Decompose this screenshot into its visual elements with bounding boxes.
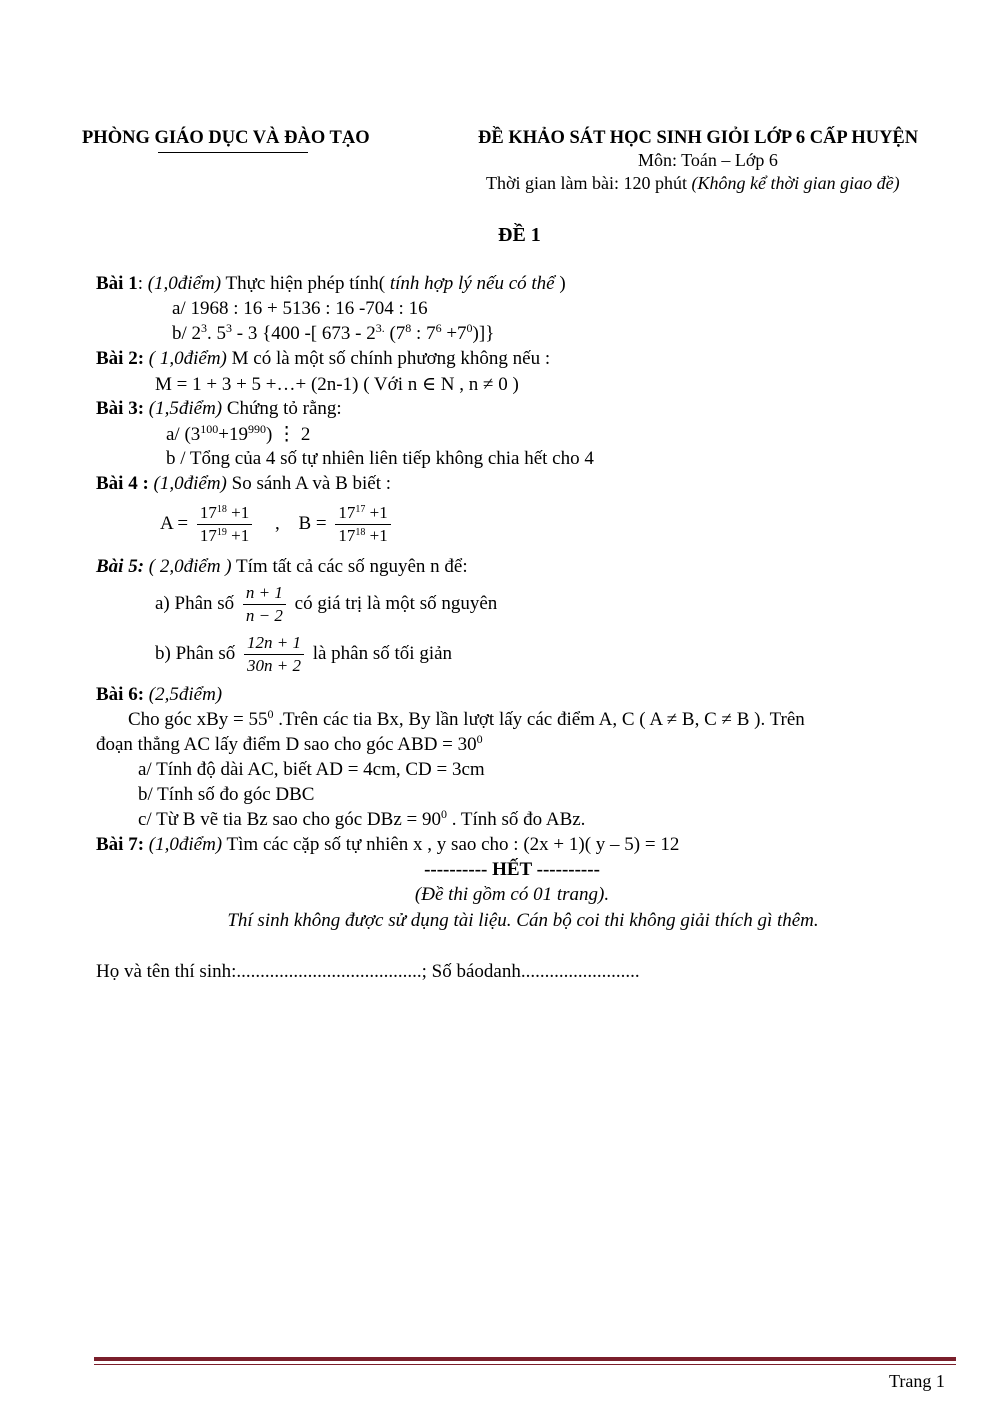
fraction-numerator: 12n + 1	[246, 633, 301, 652]
fraction-b-numerator	[335, 502, 390, 524]
num-tail: +1	[365, 503, 388, 522]
num-tail: +1	[226, 503, 250, 522]
degree-sup: 0	[267, 707, 274, 721]
bai3-label: Bài 3:	[96, 398, 145, 419]
degree-sup: 0	[476, 732, 483, 746]
bai2-heading	[96, 348, 550, 370]
bai5-points: ( 2,0điểm )	[144, 556, 232, 577]
bai6-line1-part: Cho góc xBy = 55	[128, 709, 268, 730]
fraction-a	[197, 502, 252, 547]
den-tail: +1	[226, 526, 250, 545]
bai1-b-sup: 6	[435, 321, 442, 335]
bai1-b-part: - 3 {400 -[ 673 - 2	[232, 323, 376, 344]
bai5-a-prefix: a) Phân số	[155, 592, 235, 614]
bai6-points: (2,5điểm)	[144, 684, 223, 705]
fraction-b	[335, 502, 390, 547]
bai4-text: So sánh A và B biết :	[226, 473, 392, 494]
bai1-b	[172, 323, 494, 345]
bai1-b-part: +7	[441, 323, 467, 344]
num-base: 17	[199, 503, 217, 522]
time-note: (Không kể thời gian giao đề)	[691, 173, 900, 193]
subject-line: Môn: Toán – Lớp 6	[638, 150, 778, 170]
time-line	[486, 173, 900, 194]
department-title: PHÒNG GIÁO DỤC VÀ ĐÀO TẠO	[82, 128, 370, 148]
footer-rule-thick	[94, 1357, 956, 1361]
bai1-text: Thực hiện phép tính(	[221, 273, 390, 294]
bai4-heading	[96, 473, 391, 495]
bai6-line2-part: đoạn thẳng AC lấy điểm D sao cho góc ABD = 30	[96, 734, 477, 755]
degree-sup: 0	[440, 807, 447, 821]
fraction-b-label: B =	[298, 512, 327, 534]
bai1-b-sup: 0	[466, 321, 473, 335]
bai1-label: Bài 1	[96, 273, 138, 294]
bai1-b-part: : 7	[411, 323, 436, 344]
bai3-a-sup: 100	[200, 422, 219, 436]
bai3-a-part: +19	[218, 424, 249, 445]
bai3-a-part: ) ⋮ 2	[266, 424, 311, 445]
fraction-a-label: A =	[160, 512, 189, 534]
num-exp: 17	[355, 504, 366, 515]
header-underline	[158, 152, 308, 153]
num-base: 17	[338, 503, 356, 522]
time-prefix: Thời gian làm bài: 120 phút	[486, 173, 692, 193]
bai1-b-part: (7	[384, 323, 406, 344]
bai1-a: a/ 1968 : 16 + 5136 : 16 -704 : 16	[172, 298, 428, 319]
bai6-label: Bài 6:	[96, 684, 145, 705]
candidate-info-line: Họ và tên thí sinh:.......................................; Số báodanh.........................	[96, 961, 640, 982]
bai7-points: (1,0điểm)	[144, 834, 223, 855]
bai5-label: Bài 5:	[96, 556, 145, 577]
bai3-text: Chứng tỏ rằng:	[222, 398, 342, 419]
fraction-12n-30n	[244, 632, 304, 677]
bai7-heading	[96, 834, 679, 856]
bai3-b: b / Tổng của 4 số tự nhiên liên tiếp không chia hết cho 4	[166, 448, 594, 469]
bai7-label: Bài 7:	[96, 834, 145, 855]
bai2-text: M có là một số chính phương không nếu :	[226, 348, 551, 369]
bai1-b-sup: 8	[405, 321, 412, 335]
den-base: 17	[338, 526, 356, 545]
bai6-a: a/ Tính độ dài AC, biết AD = 4cm, CD = 3cm	[138, 759, 485, 780]
fraction-a-denominator	[197, 524, 252, 547]
bai1-text-end: )	[554, 273, 566, 294]
bai3-a	[166, 423, 310, 446]
bai4-formulas	[160, 502, 395, 547]
bai3-a-sup: 990	[248, 422, 267, 436]
num-exp: 18	[216, 504, 227, 515]
den-tail: +1	[365, 526, 388, 545]
bai6-b: b/ Tính số đo góc DBC	[138, 784, 315, 805]
bai1-b-part: . 5	[207, 323, 227, 344]
fraction-n1-n2	[243, 582, 286, 627]
end-marker: ---------- HẾT ----------	[424, 859, 600, 880]
fraction-a-numerator	[197, 502, 252, 524]
bai5-b-prefix: b) Phân số	[155, 642, 236, 664]
bai1-b-sup: 3.	[375, 321, 385, 335]
bai4-label: Bài 4 :	[96, 473, 149, 494]
den-exp: 19	[216, 527, 227, 538]
bai6-line2	[96, 734, 483, 756]
bai3-a-part: a/ (3	[166, 424, 201, 445]
fraction-separator: ,	[274, 512, 280, 534]
bai6-heading	[96, 684, 222, 706]
bai4-points: (1,0điểm)	[148, 473, 227, 494]
footer-rule-thin	[94, 1364, 956, 1365]
fraction-denominator: n − 2	[243, 604, 286, 627]
bai5-heading	[96, 556, 468, 578]
fraction-denominator: 30n + 2	[244, 654, 304, 677]
bai3-points: (1,5điểm)	[144, 398, 223, 419]
bai5-b	[155, 632, 452, 677]
fraction-numerator: n + 1	[245, 583, 283, 602]
page-count-note: (Đề thi gồm có 01 trang).	[414, 884, 610, 905]
bai1-sep: :	[137, 273, 148, 294]
page-number: Trang 1	[889, 1371, 945, 1391]
bai5-a-suffix: có giá trị là một số nguyên	[294, 592, 498, 614]
bai6-line1-part: .Trên các tia Bx, By lần lượt lấy các điểm A, C ( A ≠ B, C ≠ B ). Trên	[273, 709, 805, 730]
bai6-line1	[128, 709, 805, 731]
bai5-text: Tím tất cả các số nguyên n để:	[231, 556, 468, 577]
exam-title-header: ĐỀ KHẢO SÁT HỌC SINH GIỎI LỚP 6 CẤP HUYỆN	[478, 128, 919, 148]
den-base: 17	[199, 526, 217, 545]
bai2-label: Bài 2:	[96, 348, 145, 369]
bai6-c-part: . Tính số đo ABz.	[446, 809, 586, 830]
bai7-text: Tìm các cặp số tự nhiên x , y sao cho : (2x + 1)( y – 5) = 12	[222, 834, 680, 855]
bai1-text-italic: tính hợp lý nếu có thể	[389, 273, 555, 294]
den-exp: 18	[355, 527, 366, 538]
bai1-heading	[96, 273, 566, 295]
bai1-b-sup: 3	[226, 321, 233, 335]
bai2-points: ( 1,0điểm)	[144, 348, 227, 369]
bai2-formula: M = 1 + 3 + 5 +…+ (2n-1) ( Với n ∈ N , n ≠ 0 )	[155, 374, 519, 395]
bai6-c-part: c/ Từ B vẽ tia Bz sao cho góc DBz = 90	[138, 809, 441, 830]
exam-notice: Thí sinh không được sử dụng tài liệu. Cán bộ coi thi không giải thích gì thêm.	[227, 910, 819, 931]
exam-number: ĐỀ 1	[498, 224, 541, 246]
bai3-heading	[96, 398, 342, 420]
bai5-a	[155, 582, 497, 627]
bai1-b-part: b/ 2	[172, 323, 202, 344]
bai1-b-sup: 3	[201, 321, 208, 335]
bai5-b-suffix: là phân số tối giản	[312, 642, 453, 664]
bai1-points: (1,0điểm)	[147, 273, 222, 294]
bai1-b-part: )]}	[472, 323, 495, 344]
fraction-b-denominator	[335, 524, 390, 547]
bai6-c	[138, 809, 585, 831]
